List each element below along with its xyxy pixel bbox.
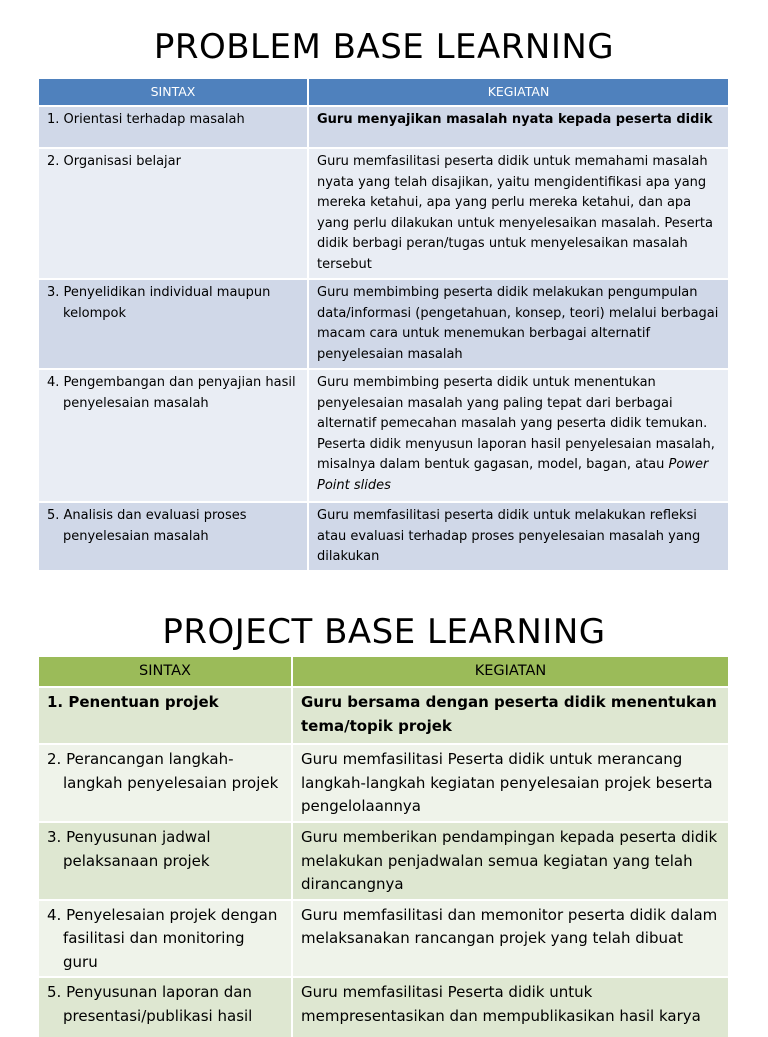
pjbl-kegiatan-cell: Guru bersama dengan peserta didik menentukan tema/topik projek	[292, 687, 729, 744]
pjbl-header-row	[39, 657, 729, 687]
pjbl-kegiatan-cell: Guru memfasilitasi dan memonitor peserta didik dalam melaksanakan rancangan projek yang telah dibuat	[292, 900, 729, 978]
table-row	[39, 279, 729, 369]
pjbl-sintax-cell: 4. Penyelesaian projek dengan fasilitasi dan monitoring guru	[39, 900, 292, 978]
pbl-sintax-cell: 4. Pengembangan dan penyajian hasil penyelesaian masalah	[39, 369, 308, 502]
pbl-sintax-cell: 5. Analisis dan evaluasi proses penyelesaian masalah	[39, 502, 308, 570]
pbl-kegiatan-cell: Guru memfasilitasi peserta didik untuk memahami masalah nyata yang telah disajikan, yaitu mengidentifikasi apa yang mereka ketahui, apa yang perlu mereka ketahui, dan apa yang perlu dilakukan untuk menyelesaikan masalah. Peserta didik berbagi peran/tugas untuk menyelesaikan masalah tersebut	[308, 148, 729, 279]
table-row	[39, 977, 729, 1037]
pbl-header-sintax: SINTAX	[39, 79, 308, 106]
pbl-kegiatan-cell: Guru menyajikan masalah nyata kepada peserta didik	[308, 106, 729, 148]
table-row	[39, 822, 729, 900]
pjbl-sintax-cell: 3. Penyusunan jadwal pelaksanaan projek	[39, 822, 292, 900]
pjbl-table	[39, 657, 730, 1037]
pbl-sintax-cell: 1. Orientasi terhadap masalah	[39, 106, 308, 148]
pbl-sintax-cell: 2. Organisasi belajar	[39, 148, 308, 279]
pjbl-kegiatan-cell: Guru memfasilitasi Peserta didik untuk mempresentasikan dan mempublikasikan hasil karya	[292, 977, 729, 1037]
pbl-kegiatan-italic-text: Power Point slides	[317, 457, 709, 493]
pbl-sintax-cell: 3. Penyelidikan individual maupun kelompok	[39, 279, 308, 369]
pbl-table	[39, 79, 730, 570]
table-row	[39, 900, 729, 978]
pjbl-sintax-cell: 2. Perancangan langkah-langkah penyelesaian projek	[39, 744, 292, 822]
table-row	[39, 687, 729, 744]
pbl-kegiatan-cell: Guru membimbing peserta didik melakukan pengumpulan data/informasi (pengetahuan, konsep, teori) melalui berbagai macam cara untuk menemukan berbagai alternatif penyelesaian masalah	[308, 279, 729, 369]
table-row	[39, 744, 729, 822]
table-row	[39, 369, 729, 502]
table-row	[39, 148, 729, 279]
pjbl-kegiatan-cell: Guru memfasilitasi Peserta didik untuk merancang langkah-langkah kegiatan penyelesaian projek beserta pengelolaannya	[292, 744, 729, 822]
pjbl-kegiatan-cell: Guru memberikan pendampingan kepada peserta didik melakukan penjadwalan semua kegiatan yang telah dirancangnya	[292, 822, 729, 900]
pjbl-title: PROJECT BASE LEARNING	[162, 612, 606, 652]
table-row	[39, 502, 729, 570]
pbl-header-kegiatan: KEGIATAN	[308, 79, 729, 106]
pbl-kegiatan-cell	[308, 369, 729, 502]
pbl-kegiatan-text: Guru membimbing peserta didik untuk menentukan penyelesaian masalah yang paling tepat dari berbagai alternatif pemecahan masalah yang peserta didik temukan. Peserta didik menyusun laporan hasil penyelesaian masalah, misalnya dalam bentuk gagasan, model, bagan, atau	[317, 375, 715, 472]
pjbl-header-kegiatan: KEGIATAN	[292, 657, 729, 687]
pjbl-sintax-cell: 1. Penentuan projek	[39, 687, 292, 744]
pbl-header-row	[39, 79, 729, 106]
table-row	[39, 106, 729, 148]
pbl-kegiatan-cell: Guru memfasilitasi peserta didik untuk melakukan refleksi atau evaluasi terhadap proses penyelesaian masalah yang dilakukan	[308, 502, 729, 570]
pjbl-header-sintax: SINTAX	[39, 657, 292, 687]
pbl-title: PROBLEM BASE LEARNING	[153, 27, 615, 67]
pjbl-sintax-cell: 5. Penyusunan laporan dan presentasi/publikasi hasil	[39, 977, 292, 1037]
